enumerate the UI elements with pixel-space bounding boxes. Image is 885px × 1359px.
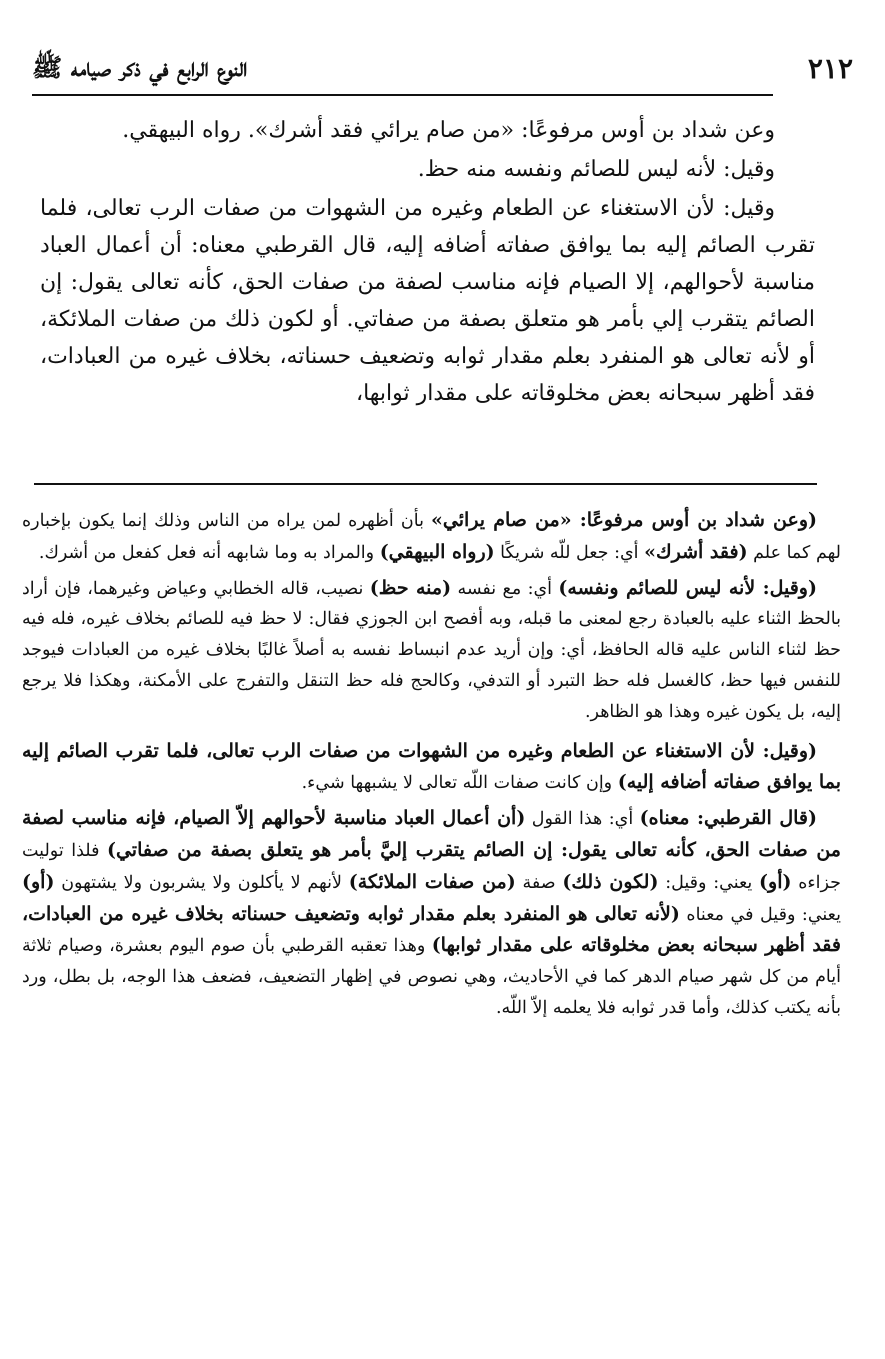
commentary-segment: صفة bbox=[515, 872, 563, 893]
commentary-segment: يعني: وقيل: bbox=[658, 872, 760, 893]
quoted-main-text: (قال القرطبي: معناه) bbox=[639, 807, 817, 830]
quoted-main-text: (أو) bbox=[22, 870, 55, 893]
main-text bbox=[40, 112, 815, 412]
quoted-main-text: (وقيل: لأن الاستغناء عن الطعام وغيره من الشهوات من صفات الرب تعالى، فلما تقرب الصائم إليه بما يوافق صفاته أضافه إليه) bbox=[22, 739, 841, 794]
commentary-segment: والمراد به وما شابهه أنه فعل كفعل من أشرك. bbox=[38, 542, 380, 563]
quoted-main-text: (أن أعمال العباد مناسبة لأحوالهم إلاّ الصيام، فإنه مناسب لصفة من صفات الحق، كأنه تعالى يقول: إن الصائم يتقرب إليَّ بأمر هو يتعلق بصفة من صفاتي) bbox=[22, 807, 841, 861]
main-paragraph-2: وقيل: لأنه ليس للصائم ونفسه منه حظ. bbox=[417, 157, 775, 182]
commentary-paragraph-1 bbox=[22, 505, 841, 569]
quoted-main-text: (وعن شداد بن أوس مرفوعًا: «من صام يرائي» bbox=[431, 509, 818, 531]
commentary-segment: فلذا توليت جزاءه bbox=[22, 840, 841, 893]
main-paragraph-3: وقيل: لأن الاستغناء عن الطعام وغيره من الشهوات من صفات الرب تعالى، فلما تقرب الصائم إليه بما يوافق صفاته أضافه إليه، قال القرطبي معناه: أن أعمال العباد مناسبة لأحوالهم، إلا الصيام فإنه مناسب لصفة من صفات الحق، كأنه تعالى يقول: إن الصائم يتقرب إلي بأمر هو متعلق بصفة من صفاتي. أو لكون ذلك من صفات الملائكة، أو لأنه تعالى هو المنفرد بعلم مقدار ثوابه وتضعيف حسناته، بخلاف غيره من العبادات، فقد أظهر سبحانه بعض مخلوقاته على مقدار ثوابها، bbox=[40, 196, 815, 406]
commentary-segment: وإن كانت صفات اللّه تعالى لا يشبهها شيء. bbox=[301, 773, 618, 794]
commentary-segment: نصيب، قاله الخطابي وعياض وغيرهما، فإن أراد بالحظ الثناء عليه بالعبادة رجع لمعنى ما قبله، وبه أفصح ابن الجوزي فقال: لا حظ فيه للصائم بخلاف غيره، فله فيه حظ لثناء الناس عليه قاله الحافظ، أي: وإن أريد عدم انبساط نفسه به أصلاً غالبًا بخلاف غيره من العبادات فيوجد للنفس فيها حظ، كالغسل فله حظ التبرد أو التدفي، وكالحج فله حظ التنقل والتفرج على الأمكنة، وهكذا فلا يرجع إليه، بل يكون غيره وهذا هو الظاهر. bbox=[22, 578, 841, 722]
commentary-segment: بأن أظهره لمن يراه من الناس وذلك إنما يكون بإخباره لهم كما علم bbox=[22, 511, 841, 563]
commentary-paragraph-2 bbox=[22, 573, 841, 728]
commentary-segment: وهذا تعقبه القرطبي بأن صوم اليوم بعشرة، وصيام ثلاثة أيام من كل شهر صيام الدهر كما في الأحاديث، وهي نصوص في إظهار التضعيف، فضعف هذا الوجه، بل بطل، ورد بأنه يكتب كذلك، وأما قدر ثوابه فلا يعلمه إلاّ اللّه. bbox=[22, 936, 841, 1018]
commentary-segment: أي: جعل للّه شريكًا bbox=[494, 542, 645, 563]
commentary-paragraph-4 bbox=[22, 803, 841, 1024]
quoted-main-text: (فقد أشرك» bbox=[644, 540, 748, 563]
commentary-text bbox=[22, 505, 841, 1032]
quoted-main-text: (لكون ذلك) bbox=[562, 870, 659, 893]
quoted-main-text: (أو) bbox=[759, 870, 792, 893]
quoted-main-text: (وقيل: لأنه ليس للصائم ونفسه) bbox=[558, 576, 817, 599]
main-paragraph-1: وعن شداد بن أوس مرفوعًا: «من صام يرائي فقد أشرك». رواه البيهقي. bbox=[122, 118, 775, 143]
commentary-segment: يعني: وقيل في معناه bbox=[679, 904, 841, 925]
commentary-paragraph-3 bbox=[22, 736, 841, 800]
commentary-segment: أي: هذا القول bbox=[525, 809, 640, 830]
quoted-main-text: (من صفات الملائكة) bbox=[348, 870, 516, 893]
commentary-segment: أي: مع نفسه bbox=[451, 578, 559, 599]
running-title: النوع الرابع في ذكر صيامه ﷺ bbox=[32, 53, 248, 82]
quoted-main-text: (رواه البيهقي) bbox=[379, 540, 495, 563]
quoted-main-text: (لأنه تعالى هو المنفرد بعلم مقدار ثوابه وتضعيف حسناته بخلاف غيره من العبادات، فقد أظهر سبحانه بعض مخلوقاته على مقدار ثوابها) bbox=[22, 902, 841, 957]
page-header bbox=[32, 46, 853, 96]
quoted-main-text: (منه حظ) bbox=[369, 576, 452, 599]
footnote-divider bbox=[34, 483, 817, 485]
commentary-segment: لأنهم لا يأكلون ولا يشربون ولا يشتهون bbox=[54, 872, 349, 893]
page-number: ٢١٢ bbox=[807, 52, 853, 85]
